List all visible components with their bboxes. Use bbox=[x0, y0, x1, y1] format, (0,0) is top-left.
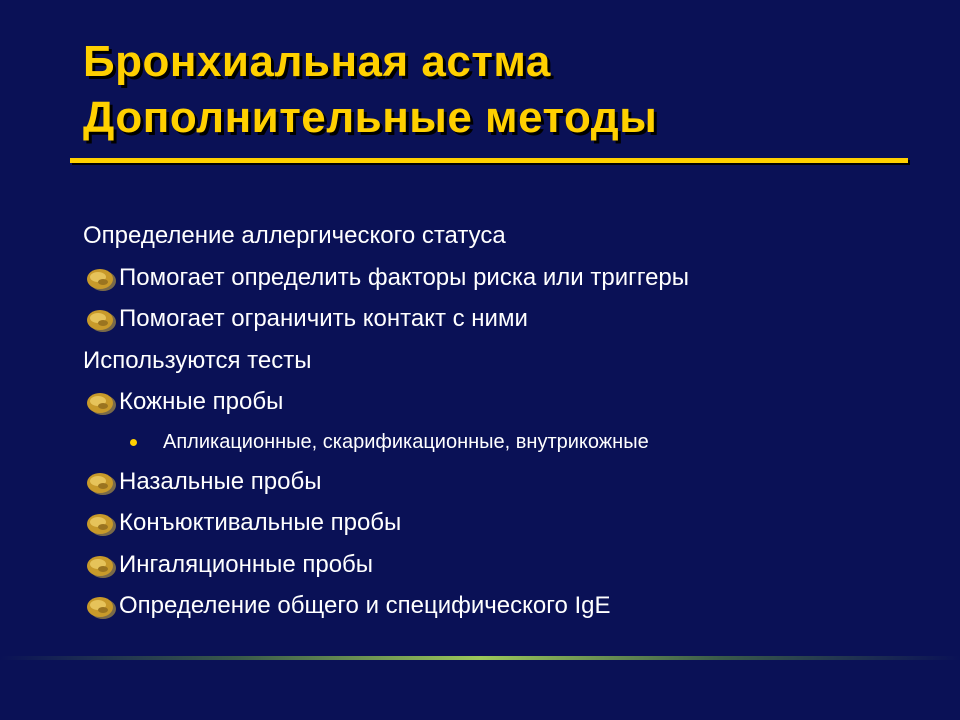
title-line-1: Бронхиальная астма bbox=[83, 37, 551, 86]
title-line-2: Дополнительные методы bbox=[83, 93, 658, 142]
gold-coin-icon bbox=[83, 266, 117, 292]
list-item-ige-tests bbox=[83, 585, 943, 627]
item-text: Используются тесты bbox=[83, 346, 312, 374]
list-item-risk-factors bbox=[83, 257, 943, 299]
item-text: Назальные пробы bbox=[119, 467, 322, 495]
gold-coin-icon bbox=[83, 390, 117, 416]
gold-coin-icon bbox=[83, 553, 117, 579]
item-text: Апликационные, скарификационные, внутрикожные bbox=[163, 430, 649, 453]
title-underline bbox=[70, 158, 908, 163]
yellow-dot-icon bbox=[130, 439, 137, 446]
list-item-skin-test-types bbox=[83, 423, 943, 461]
list-item-allergy-status bbox=[83, 215, 943, 257]
item-text: Определение общего и специфического IgE bbox=[119, 592, 611, 619]
list-item-limit-contact bbox=[83, 298, 943, 340]
list-item-conjunctival-tests bbox=[83, 502, 943, 544]
item-text: Конъюктивальные пробы bbox=[119, 509, 402, 536]
bullet-list bbox=[83, 215, 943, 627]
item-text: Определение аллергического статуса bbox=[83, 222, 506, 249]
item-text: Помогает ограничить контакт с ними bbox=[119, 305, 528, 332]
footer-divider bbox=[0, 656, 960, 660]
gold-coin-icon bbox=[83, 511, 117, 537]
item-text: Кожные пробы bbox=[119, 388, 284, 415]
list-item-inhalation-tests bbox=[83, 544, 943, 586]
gold-coin-icon bbox=[83, 307, 117, 333]
gold-coin-icon bbox=[83, 470, 117, 496]
item-text: Помогает определить факторы риска или триггеры bbox=[119, 263, 690, 291]
list-item-skin-tests bbox=[83, 381, 943, 423]
list-item-tests-used bbox=[83, 340, 943, 382]
list-item-nasal-tests bbox=[83, 461, 943, 503]
item-text: Ингаляционные пробы bbox=[119, 550, 374, 578]
gold-coin-icon bbox=[83, 594, 117, 620]
slide-title bbox=[83, 34, 657, 146]
